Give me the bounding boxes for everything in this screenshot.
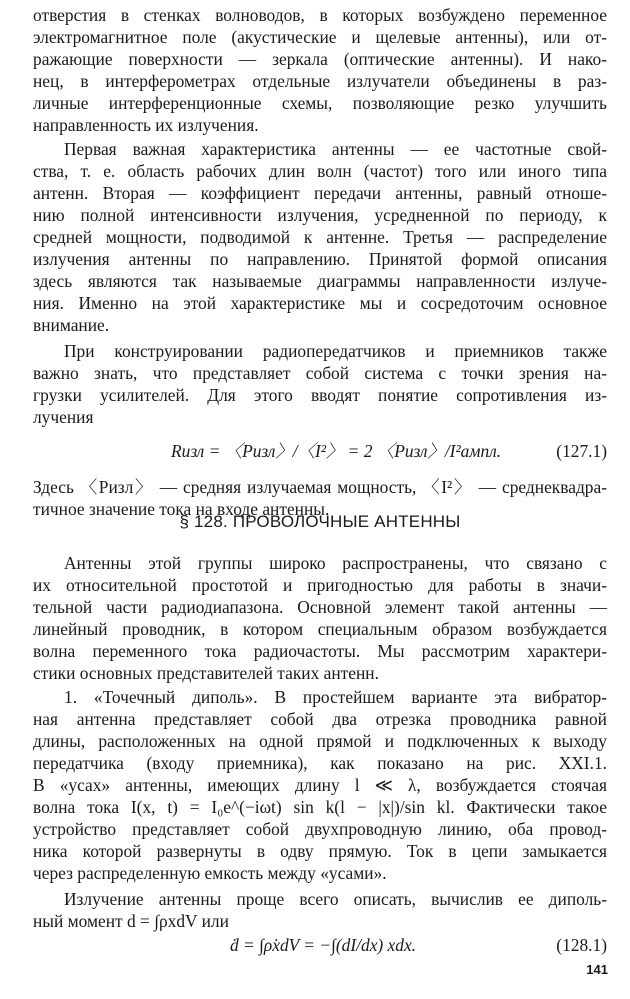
text-line: средней мощности, подводимой к антенне. Третья — распределение [33, 227, 607, 247]
page-number: 141 [586, 962, 608, 977]
text-line: через распределенную емкость между «усами». [33, 863, 387, 883]
text-line: нию полной интенсивности излучения, усредненной по периоду, к [33, 205, 607, 225]
text-line: направленность их излучения. [33, 115, 259, 135]
text-line: внимание. [33, 315, 110, 335]
text-line: 1. «Точечный диполь». В простейшем варианте эта вибратор- [64, 687, 607, 707]
equation-number: (128.1) [556, 935, 607, 955]
text-line: здесь являются так называемые диаграммы направленности излуче- [33, 271, 607, 291]
section-heading: § 128. ПРОВОЛОЧНЫЕ АНТЕННЫ [179, 512, 461, 531]
text-line: длины, расположенных на одной прямой и подключенных к выходу [33, 731, 607, 751]
text-line: волна переменного тока радиочастоты. Мы рассмотрим характери- [33, 641, 607, 661]
text-line: антенн. Вторая — коэффициент передачи антенны, равный отноше- [33, 183, 607, 203]
text-line: электромагнитное поле (акустические и щелевые антенны), или от- [33, 27, 607, 47]
equation-formula: Rизл = 〈Pизл〉/〈I²〉 = 2 〈Pизл〉/I²ампл. [171, 441, 502, 461]
text-line: личные интерференционные схемы, позволяющие резко улучшить [33, 93, 607, 113]
text-line: ния. Именно на этой характеристике мы и сосредоточим основное [33, 293, 607, 313]
equation-number: (127.1) [556, 441, 607, 461]
text-line: Антенны этой группы широко распространены, что связано с [64, 553, 607, 573]
text-line: ный момент d = ∫ρxdV или [33, 911, 229, 931]
text-line: тичное значение тока на входе антенны. [33, 499, 330, 519]
text-line: ражающие поверхности — зеркала (оптические антенны). И нако- [33, 49, 607, 69]
text-line: При конструировании радиопередатчиков и приемников также [64, 341, 607, 361]
equation-formula: ḋ = ∫ρ̇xdV = −∫(dI/dx) xdx. [230, 935, 417, 955]
text-line: нец, в интерферометрах отдельные излучатели объединены в раз- [33, 71, 607, 91]
text-line: устройство представляет собой двухпроводную линию, оба провод- [33, 819, 607, 839]
text-line: ства, т. е. область рабочих длин волн (частот) того или иного типа [33, 161, 607, 181]
text-line: В «усах» антенны, имеющих длину l ≪ λ, возбуждается стоячая [33, 775, 607, 795]
text-line: важно знать, что представляет собой система с точки зрения на- [33, 363, 607, 383]
equation-128-1 [33, 932, 607, 958]
text-line: передатчика (входу приемника), как показано на рис. XXI.1. [33, 753, 607, 773]
text-line: их относительной простотой и пригодностью для работы в значи- [33, 575, 607, 595]
text-line: излучения антенны по направлению. Принятой формой описания [33, 249, 607, 269]
text-line: ная антенна представляет собой два отрезка проводника равной [33, 709, 607, 729]
text-line: грузки усилителей. Для этого вводят понятие сопротивления из- [33, 385, 607, 405]
equation-127-1 [33, 438, 607, 464]
text-line: линейный проводник, в котором специальным образом возбуждается [33, 619, 607, 639]
text-line: лучения [33, 407, 94, 427]
text-line: стики основных представителей таких антенн. [33, 663, 379, 683]
text-line: ника которой развернуты в одву прямую. Ток в цепи замыкается [33, 841, 607, 861]
text-line: Первая важная характеристика антенны — ее частотные свой- [64, 139, 607, 159]
text-line: Здесь 〈Pизл〉 — средняя излучаемая мощность, 〈I²〉 — среднеквадра- [33, 477, 607, 497]
text-line: тельной части радиодиапазона. Основной элемент такой антенны — [33, 597, 607, 617]
text-line: Излучение антенны проще всего описать, вычислив ее диполь- [64, 889, 607, 909]
text-line: отверстия в стенках волноводов, в которых возбуждено переменное [33, 5, 607, 25]
text-line: волна тока I(x, t) = I₀e^(−iωt) sin k(l − |x|)/sin kl. Фактически такое [33, 797, 607, 817]
